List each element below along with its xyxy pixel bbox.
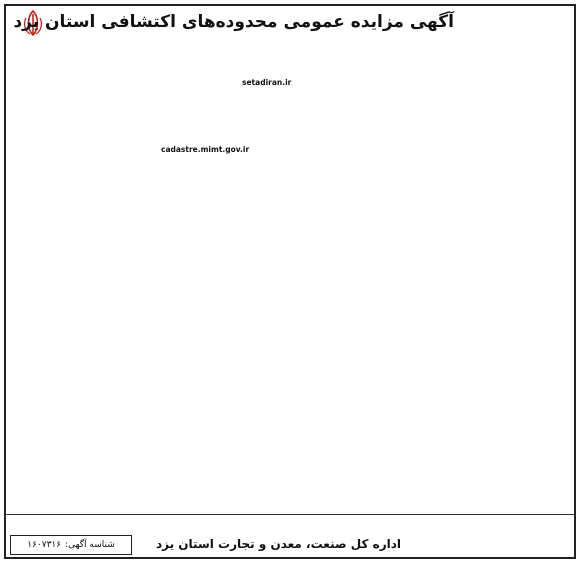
- notice-footer: [6, 514, 574, 558]
- cadastre-portal-link[interactable]: cadastre.mimt.gov.ir: [161, 145, 250, 154]
- notice-id-number: ۱۶۰۷۳۱۶: [27, 540, 62, 550]
- notice-id-label: شناسه آگهی:: [65, 540, 115, 550]
- notice-title: آگهی مزایده عمومی محدوده‌های اکتشافی استان یزد: [13, 12, 454, 32]
- issuer-signature: اداره کل صنعت، معدن و تجارت استان یزد: [156, 537, 401, 551]
- notice-header: [6, 6, 574, 36]
- notice-frame: [4, 4, 576, 559]
- notice-id-box: [10, 535, 132, 555]
- notice-body: [12, 40, 568, 508]
- setad-portal-link[interactable]: setadiran.ir: [242, 78, 292, 87]
